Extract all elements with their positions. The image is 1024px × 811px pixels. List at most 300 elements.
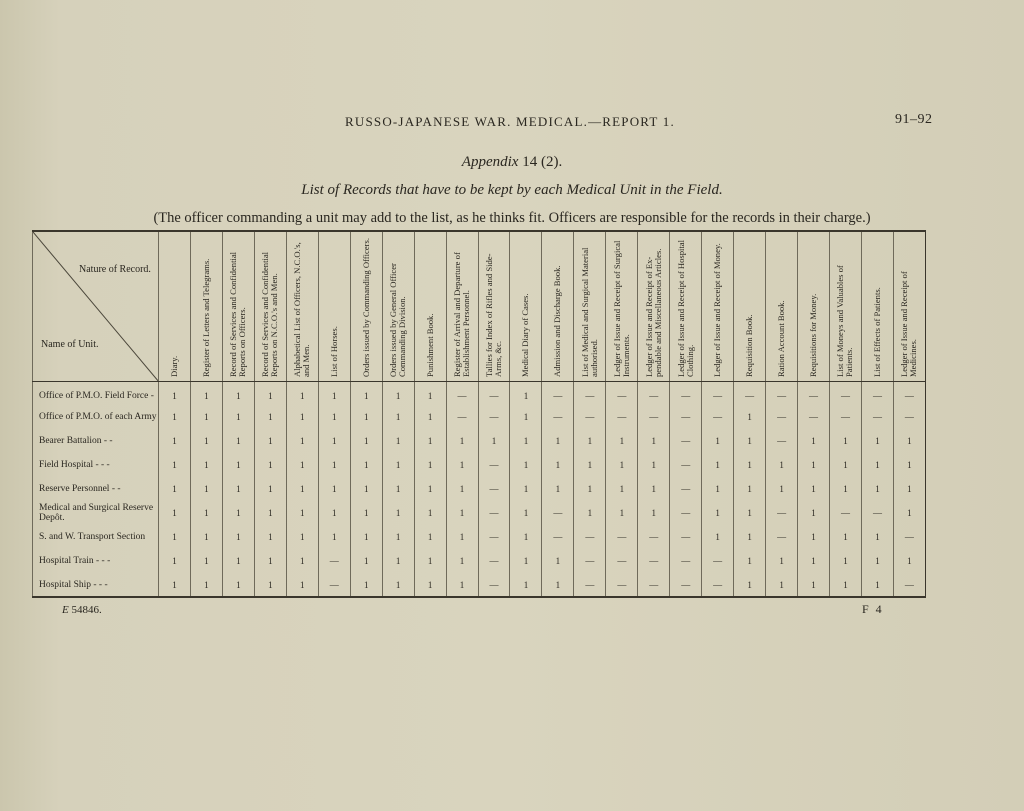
table-cell: 1 [159, 453, 191, 477]
table-cell: — [446, 405, 478, 429]
table-cell: 1 [190, 477, 222, 501]
table-cell: 1 [350, 405, 382, 429]
table-cell: 1 [798, 549, 830, 573]
column-header-label: Ledger of Issue and Receipt of Hospital Clothing. [675, 239, 695, 377]
column-header-label: Record of Services and Confidential Reports on Officers. [228, 251, 248, 377]
table-cell: 1 [766, 453, 798, 477]
table-cell: 1 [861, 429, 893, 453]
table-cell: — [766, 525, 798, 549]
table-cell: 1 [159, 549, 191, 573]
table-cell: — [766, 381, 798, 405]
table-cell: 1 [702, 525, 734, 549]
table-cell: 1 [318, 477, 350, 501]
table-cell: 1 [478, 429, 510, 453]
column-header [893, 231, 925, 381]
table-cell: 1 [734, 405, 766, 429]
column-header-label: List of Horses. [328, 325, 339, 377]
table-cell: — [478, 525, 510, 549]
table-cell: 1 [382, 477, 414, 501]
table-cell: 1 [702, 453, 734, 477]
table-cell: — [478, 381, 510, 405]
table-cell: 1 [766, 573, 798, 597]
unit-name: S. and W. Transport Section [33, 525, 159, 549]
table-cell: — [702, 549, 734, 573]
table-cell: 1 [446, 573, 478, 597]
table-cell: 1 [542, 477, 574, 501]
table-cell: — [861, 381, 893, 405]
unit-name: Reserve Personnel - - [33, 477, 159, 501]
table-cell: 1 [542, 429, 574, 453]
table-cell: 1 [830, 477, 862, 501]
table-cell: 1 [606, 453, 638, 477]
table-cell: 1 [318, 525, 350, 549]
table-cell: 1 [830, 525, 862, 549]
table-cell: 1 [798, 501, 830, 525]
table-cell: 1 [286, 453, 318, 477]
table-row [33, 453, 926, 477]
table-cell: — [478, 549, 510, 573]
table-cell: — [670, 429, 702, 453]
table-cell: 1 [574, 429, 606, 453]
table-cell: 1 [798, 573, 830, 597]
table-cell: — [893, 525, 925, 549]
table-cell: 1 [510, 477, 542, 501]
table-cell: 1 [766, 477, 798, 501]
table-cell: 1 [254, 477, 286, 501]
table-cell: 1 [350, 501, 382, 525]
table-cell: 1 [286, 477, 318, 501]
table-cell: 1 [382, 501, 414, 525]
table-cell: — [670, 525, 702, 549]
table-cell: — [478, 477, 510, 501]
column-header [542, 231, 574, 381]
table-cell: 1 [382, 405, 414, 429]
page-number: 91–92 [895, 112, 933, 127]
table-cell: — [638, 381, 670, 405]
table-cell: — [798, 381, 830, 405]
table-cell: — [670, 453, 702, 477]
column-header [382, 231, 414, 381]
table-cell: 1 [638, 453, 670, 477]
table-cell: — [574, 381, 606, 405]
table-cell: 1 [702, 429, 734, 453]
column-header-label: Orders issued by Commanding Officers. [360, 237, 371, 377]
table-cell: 1 [638, 501, 670, 525]
table-cell: — [446, 381, 478, 405]
table-cell: 1 [286, 405, 318, 429]
table-cell: 1 [222, 501, 254, 525]
column-header [222, 231, 254, 381]
table-cell: 1 [414, 477, 446, 501]
table-cell: — [542, 501, 574, 525]
table-cell: 1 [222, 381, 254, 405]
table-cell: 1 [159, 501, 191, 525]
column-header-label: Medical Diary of Cases. [520, 292, 531, 377]
column-header [766, 231, 798, 381]
corner-header [33, 231, 159, 381]
table-cell: 1 [318, 429, 350, 453]
unit-name: Bearer Battalion - - [33, 429, 159, 453]
column-header-label: Diary. [168, 355, 179, 377]
column-header-label: Ledger of Issue and Receipt of Surgical Instruments. [611, 240, 631, 377]
table-body [33, 381, 926, 597]
table-row [33, 525, 926, 549]
table-cell: — [670, 549, 702, 573]
table-row [33, 429, 926, 453]
table-cell: — [478, 573, 510, 597]
table-cell: 1 [414, 501, 446, 525]
table-cell: 1 [254, 405, 286, 429]
table-cell: 1 [318, 501, 350, 525]
table-cell: 1 [574, 453, 606, 477]
unit-name: Hospital Ship - - - [33, 573, 159, 597]
table-cell: 1 [222, 429, 254, 453]
table-cell: 1 [510, 381, 542, 405]
table-cell: 1 [159, 381, 191, 405]
table-cell: 1 [318, 381, 350, 405]
table-cell: 1 [798, 525, 830, 549]
table-cell: — [702, 573, 734, 597]
signature-mark: F 4 [862, 602, 884, 616]
table-cell: 1 [510, 501, 542, 525]
table-cell: 1 [798, 453, 830, 477]
print-reference-letter: E [62, 604, 69, 616]
table-cell: 1 [542, 573, 574, 597]
table-cell: 1 [350, 549, 382, 573]
table-cell: 1 [734, 477, 766, 501]
table-cell: 1 [382, 573, 414, 597]
table-cell: 1 [286, 525, 318, 549]
column-header-label: Register of Arrival and Departure of Establishment Personnel. [452, 251, 472, 377]
table-cell: — [574, 573, 606, 597]
table-cell: 1 [190, 573, 222, 597]
table-cell: — [830, 501, 862, 525]
appendix-number: 14 (2). [522, 154, 563, 170]
table-cell: 1 [542, 453, 574, 477]
table-row [33, 573, 926, 597]
table-cell: 1 [414, 525, 446, 549]
table-cell: 1 [734, 501, 766, 525]
name-of-unit-label: Name of Unit. [41, 339, 99, 350]
column-header-label: List of Moneys and Valuables of Patients. [835, 264, 855, 377]
print-reference [62, 604, 102, 616]
table-cell: 1 [254, 549, 286, 573]
table-cell: — [670, 381, 702, 405]
table-cell: 1 [702, 501, 734, 525]
table-cell: 1 [798, 429, 830, 453]
table-cell: 1 [222, 549, 254, 573]
table-cell: — [318, 549, 350, 573]
table-cell: 1 [190, 405, 222, 429]
table-cell: 1 [286, 429, 318, 453]
table-cell: — [542, 381, 574, 405]
table-cell: 1 [159, 573, 191, 597]
nature-of-record-label: Nature of Record. [79, 264, 151, 275]
column-header-label: Ledger of Issue and Receipt of Ex-pendable and Miscellaneous Articles. [643, 248, 663, 377]
column-header [414, 231, 446, 381]
table-cell: 1 [893, 429, 925, 453]
table-cell: — [830, 405, 862, 429]
table-cell: 1 [254, 429, 286, 453]
table-cell: — [606, 549, 638, 573]
table-cell: 1 [222, 525, 254, 549]
unit-name: Office of P.M.O. Field Force - [33, 381, 159, 405]
table-cell: 1 [446, 477, 478, 501]
appendix-heading [0, 154, 1024, 171]
table-cell: 1 [893, 549, 925, 573]
table-cell: 1 [446, 429, 478, 453]
table-cell: 1 [254, 453, 286, 477]
table-cell: — [766, 501, 798, 525]
table-row [33, 477, 926, 501]
column-header-label: Record of Services and Confidential Reports on N.C.O.'s and Men. [260, 251, 280, 377]
table-cell: 1 [574, 501, 606, 525]
column-header-label: List of Medical and Surgical Material authorised. [579, 247, 599, 377]
table-cell: 1 [638, 429, 670, 453]
table-cell: 1 [893, 501, 925, 525]
column-header [702, 231, 734, 381]
table-cell: 1 [798, 477, 830, 501]
column-header [478, 231, 510, 381]
column-header-label: Alphabetical List of Officers, N.C.O.'s, and Men. [292, 241, 312, 377]
table-cell: 1 [574, 477, 606, 501]
table-cell: 1 [382, 549, 414, 573]
table-cell: 1 [830, 429, 862, 453]
column-header [670, 231, 702, 381]
table-cell: 1 [830, 453, 862, 477]
table-cell: 1 [734, 429, 766, 453]
table-cell: 1 [382, 381, 414, 405]
column-header [574, 231, 606, 381]
table-cell: — [638, 573, 670, 597]
table-cell: 1 [190, 453, 222, 477]
table-cell: 1 [510, 453, 542, 477]
column-header-label: List of Effects of Patients. [871, 286, 882, 377]
table-cell: — [638, 405, 670, 429]
table-cell: 1 [159, 429, 191, 453]
table-cell: — [861, 405, 893, 429]
table-cell: 1 [638, 477, 670, 501]
table-cell: 1 [382, 429, 414, 453]
table-cell: 1 [350, 525, 382, 549]
column-header [190, 231, 222, 381]
table-cell: 1 [446, 453, 478, 477]
table-cell: 1 [510, 429, 542, 453]
table-cell: 1 [446, 501, 478, 525]
table-cell: 1 [606, 501, 638, 525]
column-header [830, 231, 862, 381]
appendix-label: Appendix [461, 154, 519, 170]
table-cell: — [574, 405, 606, 429]
column-header-label: Orders issued by General Officer Commanding Division. [388, 262, 408, 377]
table-cell: — [798, 405, 830, 429]
table-cell: — [702, 405, 734, 429]
table-cell: 1 [286, 501, 318, 525]
table-cell: — [542, 525, 574, 549]
table-cell: 1 [734, 525, 766, 549]
table-cell: — [893, 405, 925, 429]
table-row [33, 501, 926, 525]
column-header [446, 231, 478, 381]
table-cell: 1 [222, 453, 254, 477]
table-cell: 1 [446, 549, 478, 573]
table-cell: 1 [861, 549, 893, 573]
table-cell: 1 [542, 549, 574, 573]
table-cell: — [606, 381, 638, 405]
table-cell: 1 [510, 405, 542, 429]
table-cell: 1 [190, 501, 222, 525]
column-header-label: Requisitions for Money. [808, 293, 819, 377]
table-cell: 1 [159, 477, 191, 501]
document-title: List of Records that have to be kept by each Medical Unit in the Field. [301, 182, 723, 198]
table-cell: — [830, 381, 862, 405]
unit-name: Field Hospital - - - [33, 453, 159, 477]
column-header [286, 231, 318, 381]
unit-name: Hospital Train - - - [33, 549, 159, 573]
table-cell: 1 [222, 477, 254, 501]
table-cell: 1 [414, 573, 446, 597]
table-cell: 1 [254, 381, 286, 405]
table-cell: — [478, 501, 510, 525]
column-header [510, 231, 542, 381]
table-cell: 1 [734, 453, 766, 477]
table-cell: 1 [606, 429, 638, 453]
column-header [159, 231, 191, 381]
table-cell: 1 [414, 405, 446, 429]
table-row [33, 405, 926, 429]
table-cell: 1 [382, 525, 414, 549]
table-cell: 1 [414, 429, 446, 453]
unit-name: Medical and Surgical Reserve Depôt. [33, 501, 159, 525]
table-row [33, 381, 926, 405]
table-cell: — [606, 525, 638, 549]
table-cell: — [670, 477, 702, 501]
column-header-label: Register of Letters and Telegrams. [200, 258, 211, 377]
column-header-label: Ledger of Issue and Receipt of Money. [712, 242, 723, 377]
table-cell: — [574, 549, 606, 573]
table-cell: 1 [286, 573, 318, 597]
table-cell: — [478, 405, 510, 429]
table-cell: 1 [510, 525, 542, 549]
table-cell: 1 [190, 549, 222, 573]
table-cell: 1 [254, 501, 286, 525]
table-cell: 1 [510, 549, 542, 573]
table-cell: 1 [830, 549, 862, 573]
table-cell: 1 [350, 453, 382, 477]
table-cell: 1 [861, 477, 893, 501]
table-cell: 1 [414, 549, 446, 573]
table-cell: 1 [734, 573, 766, 597]
column-header [798, 231, 830, 381]
table-cell: — [734, 381, 766, 405]
table-cell: 1 [861, 573, 893, 597]
table-cell: 1 [350, 381, 382, 405]
table-cell: 1 [222, 405, 254, 429]
table-cell: — [702, 381, 734, 405]
column-header [734, 231, 766, 381]
column-header-label: Punishment Book. [424, 312, 435, 377]
table-cell: — [670, 405, 702, 429]
table-cell: — [542, 405, 574, 429]
table-cell: — [318, 573, 350, 597]
column-header [254, 231, 286, 381]
table-row [33, 549, 926, 573]
table-cell: 1 [766, 549, 798, 573]
table-cell: 1 [318, 453, 350, 477]
table-cell: 1 [861, 453, 893, 477]
table-cell: — [638, 525, 670, 549]
column-header-label: Ration Account Book. [776, 299, 787, 377]
table-cell: — [606, 405, 638, 429]
print-reference-number: 54846. [71, 604, 102, 616]
table-cell: 1 [702, 477, 734, 501]
column-header-label: Tallies for Index of Rifles and Side-Arms, &c. [484, 253, 503, 377]
column-header-label: Admission and Discharge Book. [552, 264, 563, 377]
table-cell: 1 [414, 453, 446, 477]
table-cell: — [574, 525, 606, 549]
table-cell: 1 [190, 429, 222, 453]
column-header [638, 231, 670, 381]
table-cell: 1 [734, 549, 766, 573]
table-cell: 1 [893, 477, 925, 501]
column-header [350, 231, 382, 381]
table-cell: 1 [286, 549, 318, 573]
column-header [861, 231, 893, 381]
table-cell: — [861, 501, 893, 525]
table-cell: 1 [350, 429, 382, 453]
table-cell: 1 [254, 525, 286, 549]
table-cell: 1 [254, 573, 286, 597]
diagonal-divider [33, 232, 159, 381]
table-cell: — [766, 429, 798, 453]
table-cell: 1 [350, 573, 382, 597]
table-cell: — [606, 573, 638, 597]
table-cell: 1 [382, 453, 414, 477]
table-cell: 1 [350, 477, 382, 501]
table-cell: 1 [510, 573, 542, 597]
table-cell: — [893, 573, 925, 597]
table-cell: 1 [606, 477, 638, 501]
table-cell: 1 [861, 525, 893, 549]
table-cell: 1 [446, 525, 478, 549]
instruction-note: (The officer commanding a unit may add to the list, as he thinks fit. Officers are responsible for the records in their charge.) [153, 210, 871, 226]
table-cell: 1 [318, 405, 350, 429]
table-cell: — [478, 453, 510, 477]
column-header-label: Ledger of Issue and Receipt of Medicines. [899, 270, 919, 377]
table-cell: 1 [286, 381, 318, 405]
table-cell: 1 [222, 573, 254, 597]
table-cell: — [670, 501, 702, 525]
records-table [32, 230, 926, 598]
table-cell: 1 [190, 381, 222, 405]
column-header-label: Requisition Book. [744, 313, 755, 377]
column-header [318, 231, 350, 381]
table-cell: 1 [893, 453, 925, 477]
column-header [606, 231, 638, 381]
table-cell: — [766, 405, 798, 429]
table-cell: 1 [830, 573, 862, 597]
running-head: RUSSO-JAPANESE WAR. MEDICAL.—REPORT 1. [345, 114, 675, 129]
unit-name: Office of P.M.O. of each Army [33, 405, 159, 429]
table-cell: 1 [159, 405, 191, 429]
table-cell: — [670, 573, 702, 597]
table-cell: — [638, 549, 670, 573]
header-row [33, 231, 926, 381]
table-cell: 1 [414, 381, 446, 405]
table-cell: 1 [190, 525, 222, 549]
table-cell: 1 [159, 525, 191, 549]
table-cell: — [893, 381, 925, 405]
